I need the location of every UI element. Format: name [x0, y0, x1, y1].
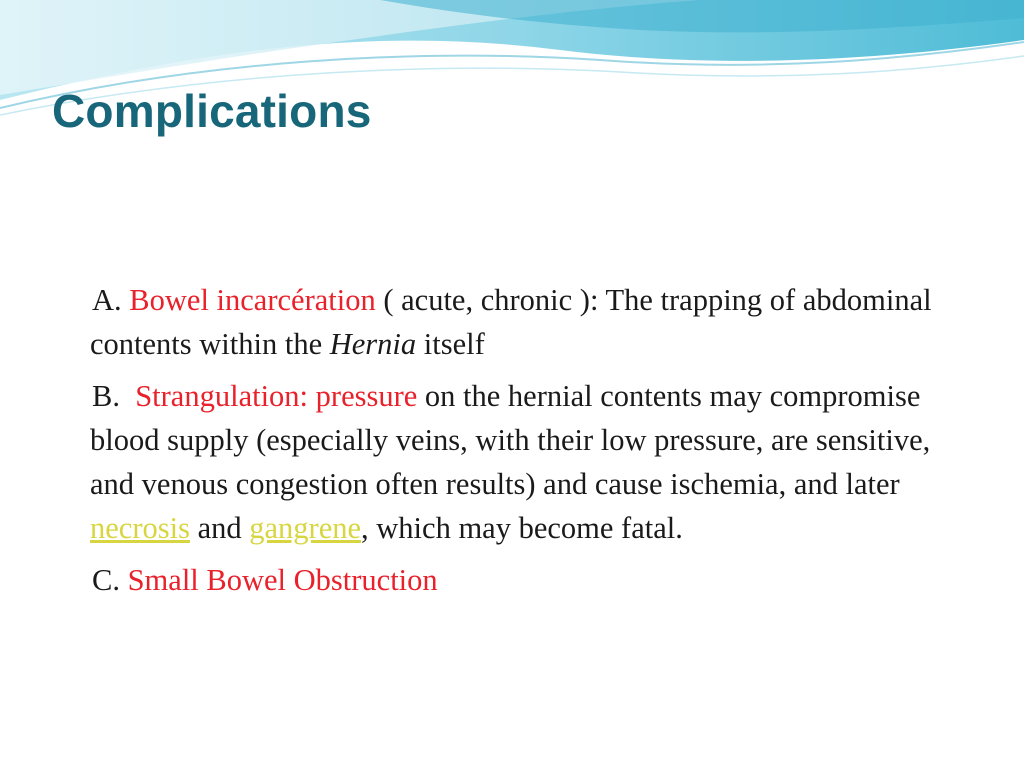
list-item-a: [90, 278, 970, 366]
necrosis-link[interactable]: necrosis: [90, 511, 190, 545]
list-item-b: [90, 374, 970, 550]
gangrene-link[interactable]: gangrene: [249, 511, 362, 545]
item-italic-term: Hernia: [329, 327, 417, 361]
slide-title: Complications: [52, 85, 372, 137]
item-highlight: Small Bowel Obstruction: [127, 563, 438, 597]
item-highlight: Bowel incarcération: [129, 283, 376, 317]
list-item-c: [90, 558, 970, 602]
item-marker: C.: [92, 563, 120, 597]
item-marker: B.: [92, 379, 120, 413]
item-text: on the hernial contents may compromise blood supply (especially veins, with their low pressure, are sensitive, and venous congestion often results) and cause ischemia, and later: [90, 379, 931, 501]
slide-body: [90, 278, 970, 610]
item-marker: A.: [92, 283, 122, 317]
item-text-mid: and: [189, 511, 250, 545]
item-text: ( acute, chronic ): The trapping of abdominal contents within the: [90, 283, 932, 361]
item-highlight: Strangulation: pressure: [135, 379, 418, 413]
item-text-end: itself: [416, 327, 485, 361]
item-text-end: , which may become fatal.: [361, 511, 683, 545]
